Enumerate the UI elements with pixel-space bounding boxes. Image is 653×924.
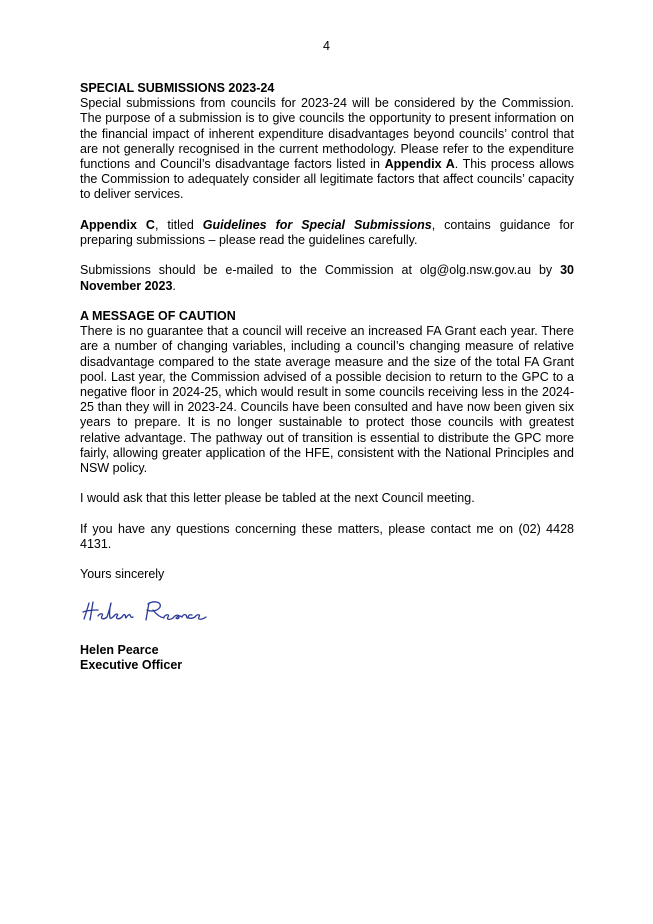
caution-heading: A MESSAGE OF CAUTION <box>80 309 236 323</box>
appendix-c-ref: Appendix C <box>80 217 155 232</box>
tabled-request-paragraph: I would ask that this letter please be tabled at the next Council meeting. <box>80 491 475 506</box>
special-submissions-paragraph <box>80 96 574 202</box>
special-p1-text-c: . This process allows the Commission to adequately consider all legitimate factors that affect councils’ capacity to deliver services. <box>80 157 574 202</box>
handwritten-signature <box>80 597 574 627</box>
submission-deadline: 30 November 2023 <box>80 263 574 293</box>
contact-paragraph: If you have any questions concerning these matters, please contact me on (02) 4428 4131. <box>80 521 574 552</box>
signatory-title: Executive Officer <box>80 657 183 672</box>
appendix-c-paragraph <box>80 218 574 248</box>
appendix-a-ref: Appendix A <box>384 157 455 172</box>
caution-paragraph: There is no guarantee that a council will receive an increased FA Grant each year. There are a number of changing variables, including a council’s changing measure of relative disadvantage compared to the state average measure and the size of the total FA Grant pool. Last year, the Commission advised of a possible decision to return to the GPC to a negative floor in 2024-25, which would result in some councils receiving less in the 2024-25 than they will in 2023-24. Councils have been consulted and have now been given six years to prepare. It is no longer sustainable to protect those councils with greatest relative advantage. The pathway out of transition is essential to distribute the GPC more fairly, allowing greater application of the HFE, consistent with the National Principles and NSW policy. <box>80 324 574 476</box>
signature-image <box>80 597 220 627</box>
salutation: Yours sincerely <box>80 567 165 582</box>
letter-body <box>80 81 574 673</box>
submission-text-c: . <box>172 278 176 293</box>
special-submissions-heading: SPECIAL SUBMISSIONS 2023-24 <box>80 81 275 95</box>
page-number: 4 <box>323 39 330 53</box>
special-p1-text-a: Special submissions from councils for 2023-24 will be considered by the Commission. The purpose of a submission is to give councils the opportunity to present information on the financial impact of inherent expenditure disadvantages beyond councils’ control that are not generally recognised in the current methodology. Please refer to the expenditure functions and Council’s disadvantage factors listed in <box>80 96 574 172</box>
appendix-c-text-d: , contains guidance for preparing submissions – please read the guidelines carefully. <box>80 217 574 248</box>
guidelines-title: Guidelines for Special Submissions <box>202 217 432 232</box>
signatory-name: Helen Pearce <box>80 642 159 657</box>
submission-email-paragraph <box>80 263 574 293</box>
appendix-c-text-b: , titled <box>154 217 203 232</box>
submission-text-a: Submissions should be e-mailed to the Commission at olg@olg.nsw.gov.au by <box>80 263 561 278</box>
